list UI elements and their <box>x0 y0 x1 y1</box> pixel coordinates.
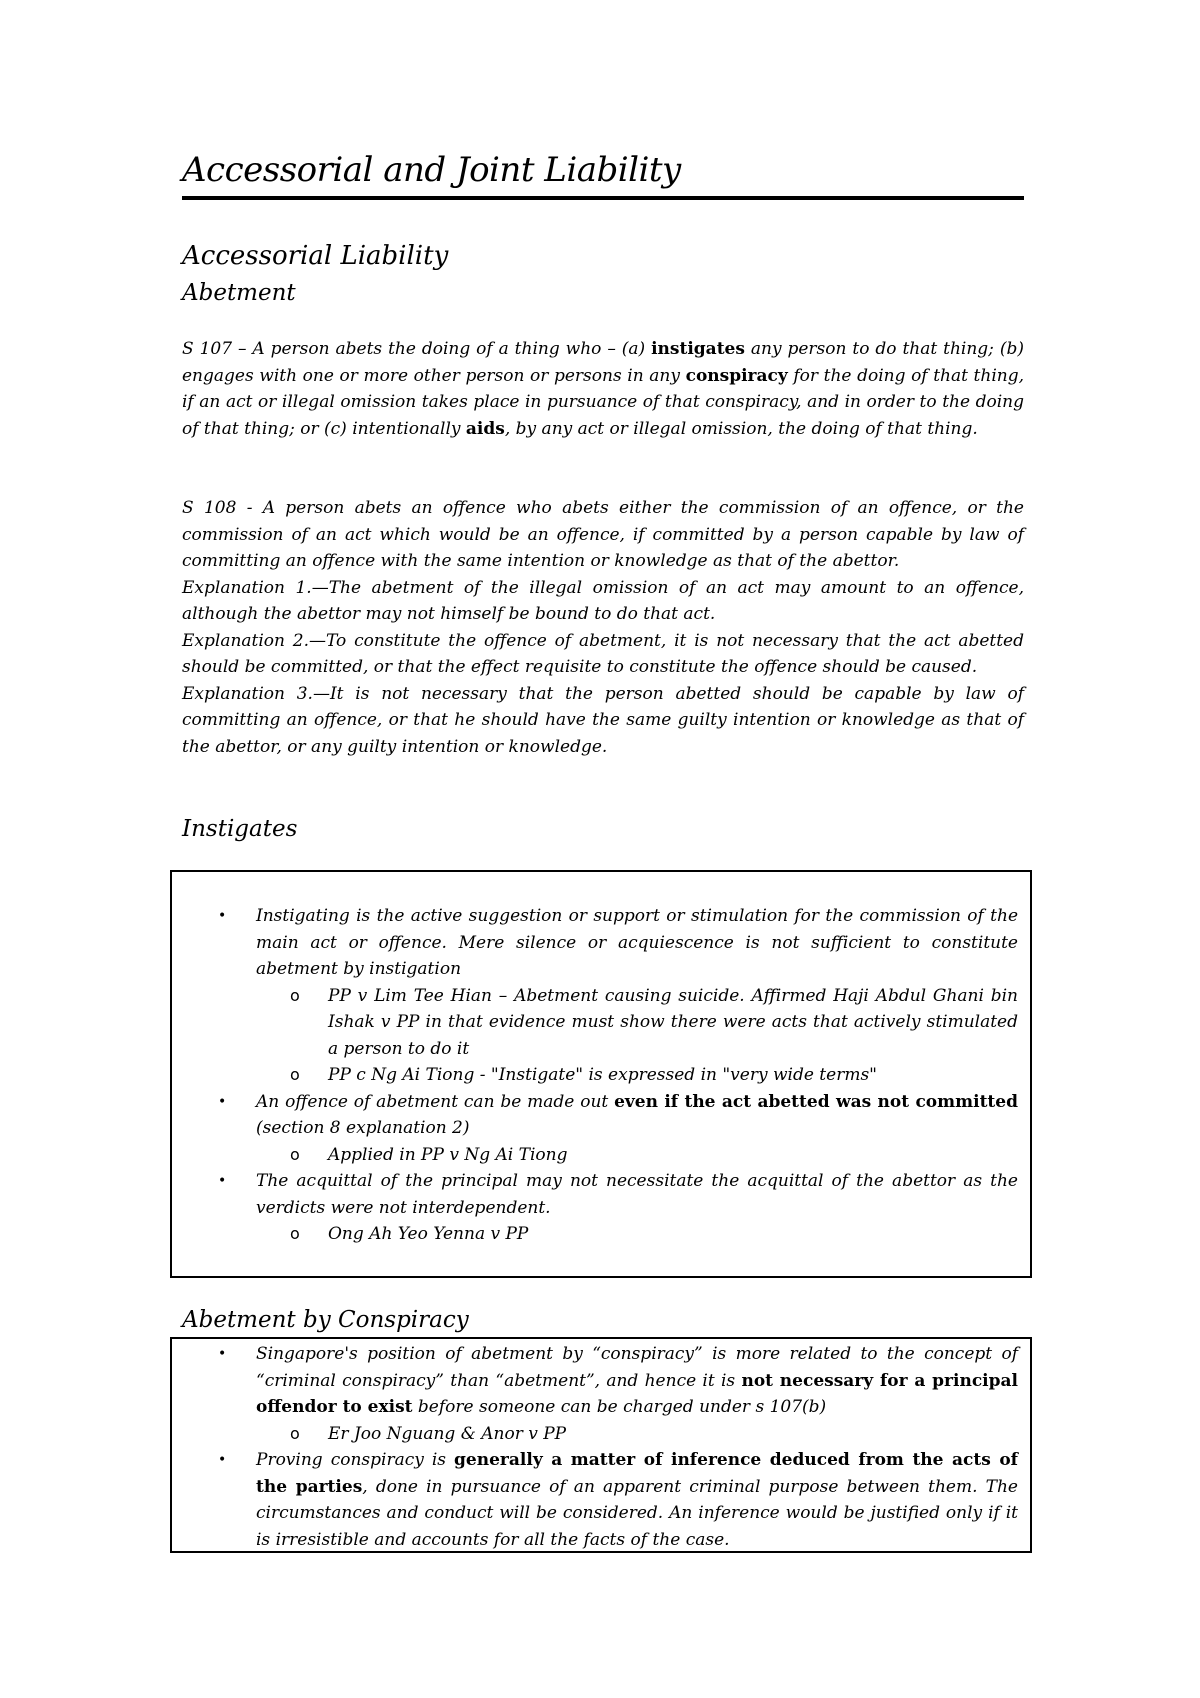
bullet-icon: • <box>218 1173 227 1189</box>
s107-text-4: , by any act or illegal omission, the doing of that thing. <box>504 418 978 439</box>
sub-list-item-text: Er Joo Nguang & Anor v PP <box>328 1423 567 1444</box>
bullet-icon: • <box>218 1346 227 1362</box>
list-item-text: before someone can be charged under s 107(b) <box>412 1397 827 1417</box>
s108-explanation-2: Explanation 2.—To constitute the offence of abetment, it is not necessary that the act abetted should be committed, or that the effect requisite to constitute the offence should be caused. <box>182 630 1024 677</box>
s108-explanation-3: Explanation 3.—It is not necessary that the person abetted should be capable by law of committing an offence, or that he should have the same guilty intention or knowledge as that of the abettor, or any guilty intention or knowledge. <box>182 683 1024 757</box>
conspiracy-heading: Abetment by Conspiracy <box>182 1307 469 1333</box>
list-item <box>172 1341 1030 1421</box>
subsection-heading-abetment: Abetment <box>182 280 296 306</box>
list-item-text: Instigating is the active suggestion or support or stimulation for the commission of the main act or offence. Mere silence or acquiescence is not sufficient to constitute abetment by instigation <box>256 906 1018 979</box>
list-item-text: , done in pursuance of an apparent criminal purpose between them. The circumstances and conduct will be considered. An inference would be justified only if it is irresistible and accounts for all the facts of the case. <box>256 1476 1018 1550</box>
sub-list-item-text: PP c Ng Ai Tiong - "Instigate" is expressed in "very wide terms" <box>328 1065 877 1085</box>
sub-list-item <box>172 983 1030 1063</box>
sub-list-item <box>172 1062 1030 1089</box>
list-item <box>172 1447 1030 1553</box>
instigates-box <box>170 870 1032 1278</box>
sub-bullet-icon: o <box>290 1065 300 1084</box>
list-item-bold: even if the act abetted was not committed <box>614 1091 1018 1112</box>
s108-main: S 108 - A person abets an offence who abets either the commission of an offence, or the commission of an act which would be an offence, if committed by a person capable by law of committing an offence with the same intention or knowledge as that of the abettor. <box>182 498 1024 571</box>
sub-list-item <box>172 1142 1030 1169</box>
s108-block <box>182 495 1024 760</box>
instigates-heading: Instigates <box>182 816 298 842</box>
s107-paragraph <box>182 336 1024 442</box>
s107-bold-aids: aids <box>465 418 505 439</box>
list-item-text: (section 8 explanation 2) <box>256 1118 470 1138</box>
list-item-text: An offence of abetment can be made out <box>256 1091 615 1112</box>
s107-text-3: for the doing of that thing, if an act or illegal omission takes place in pursuance of that conspiracy, and in order to the doing of that thing; or (c) intentionally <box>182 365 1025 439</box>
list-item <box>172 903 1030 983</box>
s107-text-1: S 107 – A person abets the doing of a thing who – (a) <box>182 339 652 359</box>
sub-list-item-text: Ong Ah Yeo Yenna v PP <box>328 1224 529 1244</box>
list-item <box>172 1168 1030 1221</box>
list-item-text: Singapore's position of abetment by “conspiracy” is more related to the concept of “criminal conspiracy” than “abetment”, and hence it is <box>256 1344 1018 1391</box>
sub-bullet-icon: o <box>290 1144 300 1164</box>
sub-list-item <box>172 1421 1030 1448</box>
list-item-text: Proving conspiracy is <box>256 1450 455 1470</box>
conspiracy-box <box>170 1337 1032 1553</box>
sub-list-item-text: Applied in PP v Ng Ai Tiong <box>328 1144 568 1165</box>
list-item <box>172 1089 1030 1142</box>
sub-list-item <box>172 1221 1030 1248</box>
list-item-bold: not necessary for a principal offendor to exist <box>256 1370 1019 1417</box>
page-title: Accessorial and Joint Liability <box>182 148 1024 200</box>
conspiracy-list <box>172 1341 1030 1553</box>
instigates-list <box>172 903 1030 1248</box>
sub-list-item-text: PP v Lim Tee Hian – Abetment causing suicide. Affirmed Haji Abdul Ghani bin Ishak v PP in that evidence must show there were acts that actively stimulated a person to do it <box>328 985 1018 1059</box>
sub-bullet-icon: o <box>290 1423 300 1443</box>
bullet-icon: • <box>218 1093 227 1110</box>
list-item-text: The acquittal of the principal may not necessitate the acquittal of the abettor as the verdicts were not interdependent. <box>256 1171 1018 1218</box>
list-item-bold: generally a matter of inference deduced from the acts of the parties <box>256 1450 1018 1497</box>
s107-text-2: any person to do that thing; (b) engages with one or more other person or persons in any <box>182 339 1024 386</box>
bullet-icon: • <box>218 1452 227 1468</box>
s107-bold-conspiracy: conspiracy <box>685 365 788 386</box>
sub-bullet-icon: o <box>290 1224 300 1243</box>
bullet-icon: • <box>218 908 227 924</box>
s108-explanation-1: Explanation 1.—The abetment of the illegal omission of an act may amount to an offence, although the abettor may not himself be bound to do that act. <box>182 577 1024 624</box>
s107-bold-instigates: instigates <box>651 339 745 359</box>
sub-bullet-icon: o <box>290 985 300 1005</box>
section-heading-accessorial-liability: Accessorial Liability <box>182 241 449 271</box>
